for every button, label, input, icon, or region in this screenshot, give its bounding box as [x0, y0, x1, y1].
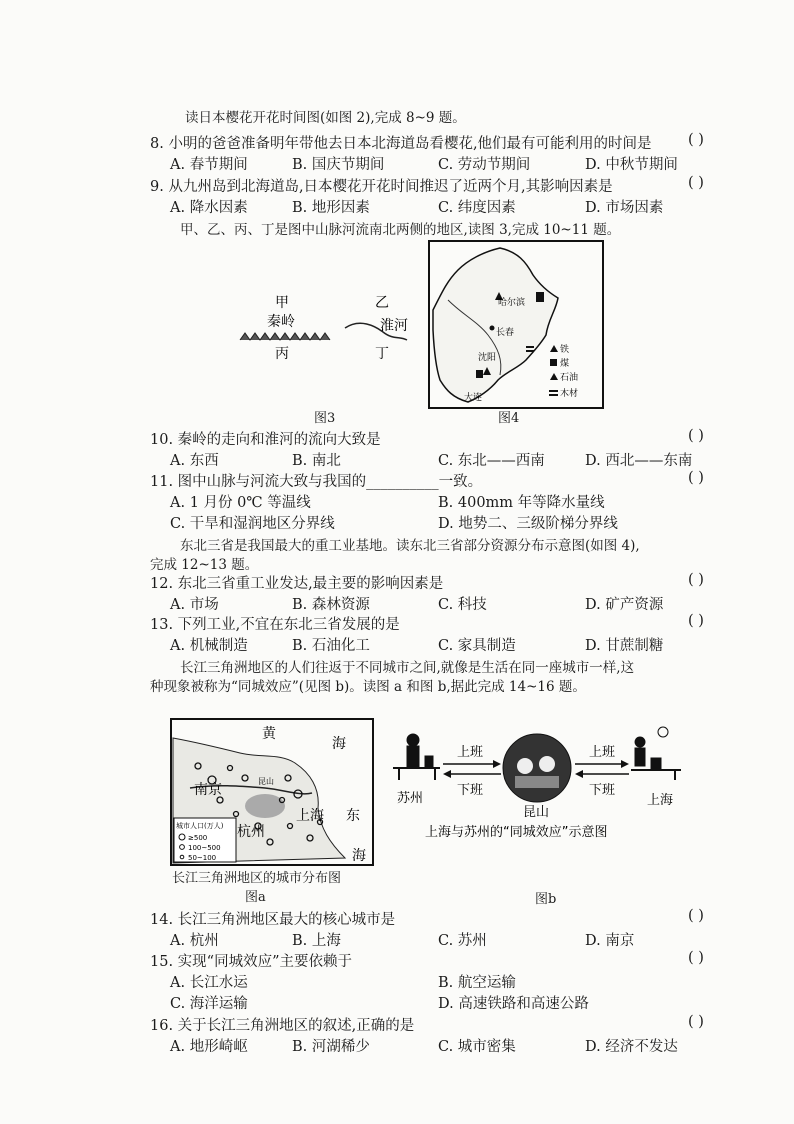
fig4-city-shenyang: 沈阳 [478, 353, 497, 363]
fig4-city-changchun-dot [490, 326, 495, 331]
question-8-stem: 8. 小明的爸爸准备明年带他去日本北海道岛看樱花,他们最有可能利用的时间是 [150, 136, 652, 152]
figure-b-diagram [385, 718, 690, 843]
q14-option-a[interactable]: A. 杭州 [170, 933, 219, 949]
clock-icon [658, 727, 668, 737]
fig4-city-haerbin: 哈尔滨 [498, 298, 526, 308]
figb-to-work-left: 上班 [457, 745, 484, 760]
question-14-answer-blank[interactable]: ( ) [688, 908, 704, 924]
question-14-stem: 14. 长江三角洲地区最大的核心城市是 [150, 912, 396, 928]
intro-14-16-line-2: 种现象被称为“同城效应”(见图 b)。读图 a 和图 b,据此完成 14~16 题。 [150, 679, 586, 695]
question-12-answer-blank[interactable]: ( ) [688, 572, 704, 588]
question-10-stem: 10. 秦岭的走向和淮河的流向大致是 [150, 432, 381, 448]
q13-option-b[interactable]: B. 石油化工 [292, 638, 370, 654]
intro-14-16-line-1: 长江三角洲地区的人们往返于不同城市之间,就像是生活在同一座城市一样,这 [180, 660, 635, 676]
question-9-stem: 9. 从九州岛到北海道岛,日本樱花开花时间推迟了近两个月,其影响因素是 [150, 179, 613, 195]
figb-label-shanghai: 上海 [647, 793, 674, 808]
q10-option-c[interactable]: C. 东北——西南 [438, 453, 545, 469]
fig3-jia: 甲 [275, 295, 289, 311]
timber-icon [549, 390, 558, 392]
q11-option-d[interactable]: D. 地势二、三级阶梯分界线 [438, 516, 618, 532]
intro-12-13-line-2: 完成 12~13 题。 [150, 557, 259, 573]
figb-off-work-right: 下班 [589, 783, 616, 798]
q8-option-d[interactable]: D. 中秋节期间 [585, 157, 678, 173]
q15-option-b[interactable]: B. 航空运输 [438, 975, 516, 991]
figa-legend-2: 100~500 [188, 844, 221, 852]
fig4-northeast-outline [433, 248, 558, 402]
figb-kunshan-photo [503, 734, 571, 802]
figure-a-map [170, 718, 380, 870]
fig4-caption: 图4 [498, 411, 520, 426]
figb-off-work-left: 下班 [457, 783, 484, 798]
q13-option-c[interactable]: C. 家具制造 [438, 638, 516, 654]
figb-label-kunshan: 昆山 [523, 805, 550, 820]
intro-8-9: 读日本樱花开花时间图(如图 2),完成 8~9 题。 [185, 110, 466, 126]
question-16-answer-blank[interactable]: ( ) [688, 1014, 704, 1030]
fig3-ding: 丁 [375, 346, 389, 362]
question-10-answer-blank[interactable]: ( ) [688, 428, 704, 444]
question-9-answer-blank[interactable]: ( ) [688, 175, 704, 191]
q10-option-b[interactable]: B. 南北 [292, 453, 341, 469]
fig3-caption: 图3 [314, 411, 336, 426]
q8-option-c[interactable]: C. 劳动节期间 [438, 157, 531, 173]
fig4-legend-coal: 煤 [560, 359, 570, 369]
figa-taihu-lake [245, 794, 285, 818]
q9-option-c[interactable]: C. 纬度因素 [438, 200, 516, 216]
figa-legend-1: ≥500 [188, 834, 208, 842]
q10-option-d[interactable]: D. 西北——东南 [585, 453, 693, 469]
fig3-yi: 乙 [375, 295, 389, 311]
fig4-legend-iron: 铁 [560, 345, 570, 355]
intro-10-11: 甲、乙、丙、丁是图中山脉河流南北两侧的地区,读图 3,完成 10~11 题。 [180, 222, 621, 238]
figb-to-work-right: 上班 [589, 745, 616, 760]
q16-option-b[interactable]: B. 河湖稀少 [292, 1039, 370, 1055]
fig4-city-dalian: 大连 [464, 393, 483, 403]
q11-option-b[interactable]: B. 400mm 年等降水量线 [438, 495, 605, 511]
q9-option-a[interactable]: A. 降水因素 [170, 200, 248, 216]
q13-option-d[interactable]: D. 甘蔗制糖 [585, 638, 664, 654]
q14-option-c[interactable]: C. 苏州 [438, 933, 487, 949]
figa-label-hai-2: 海 [352, 848, 366, 864]
q12-option-b[interactable]: B. 森林资源 [292, 597, 370, 613]
fig4-legend-oil: 石油 [560, 373, 579, 383]
shanghai-worker-icon [631, 727, 681, 780]
q16-option-d[interactable]: D. 经济不发达 [585, 1039, 678, 1055]
q15-option-a[interactable]: A. 长江水运 [170, 975, 248, 991]
question-8-answer-blank[interactable]: ( ) [688, 132, 704, 148]
q15-option-c[interactable]: C. 海洋运输 [170, 996, 248, 1012]
figa-label-kunshan: 昆山 [258, 777, 274, 786]
q11-option-c[interactable]: C. 干旱和湿润地区分界线 [170, 516, 335, 532]
question-11-stem: 11. 图中山脉与河流大致与我国的__________一致。 [150, 474, 483, 490]
figa-legend-title: 城市人口(万人) [176, 822, 224, 830]
figa-label-huang: 黄 [262, 726, 276, 742]
suzhou-worker-icon [393, 734, 440, 780]
figb-title: 上海与苏州的“同城效应”示意图 [425, 825, 608, 840]
figb-label-suzhou: 苏州 [397, 791, 424, 806]
q14-option-d[interactable]: D. 南京 [585, 933, 635, 949]
figa-label-dong: 东 [346, 808, 360, 824]
q12-option-d[interactable]: D. 矿产资源 [585, 597, 664, 613]
q13-option-a[interactable]: A. 机械制造 [170, 638, 248, 654]
q14-option-b[interactable]: B. 上海 [292, 933, 341, 949]
question-15-answer-blank[interactable]: ( ) [688, 950, 704, 966]
fig4-timber-marker [526, 346, 534, 348]
intro-12-13-line-1: 东北三省是我国最大的重工业基地。读东北三省部分资源分布示意图(如图 4), [180, 538, 640, 554]
question-13-answer-blank[interactable]: ( ) [688, 613, 704, 629]
q16-option-c[interactable]: C. 城市密集 [438, 1039, 516, 1055]
figa-label-hangzhou: 杭州 [237, 824, 265, 840]
q16-option-a[interactable]: A. 地形崎岖 [170, 1039, 248, 1055]
q11-option-a[interactable]: A. 1 月份 0℃ 等温线 [170, 495, 311, 511]
q9-option-d[interactable]: D. 市场因素 [585, 200, 664, 216]
question-15-stem: 15. 实现“同城效应”主要依赖于 [150, 954, 352, 970]
figure-3 [235, 290, 435, 365]
fig3-qinling: 秦岭 [267, 314, 295, 330]
q10-option-a[interactable]: A. 东西 [170, 453, 219, 469]
question-11-answer-blank[interactable]: ( ) [688, 470, 704, 486]
oil-icon [550, 373, 558, 380]
fig4-legend-timber: 木材 [560, 389, 579, 399]
iron-icon [550, 345, 558, 352]
fig3-mountain-symbol [240, 333, 330, 340]
q15-option-d[interactable]: D. 高速铁路和高速公路 [438, 996, 589, 1012]
question-12-stem: 12. 东北三省重工业发达,最主要的影响因素是 [150, 576, 444, 592]
q8-option-a[interactable]: A. 春节期间 [170, 157, 248, 173]
coal-icon [550, 359, 557, 366]
figa-label-shanghai: 上海 [296, 808, 324, 824]
q8-option-b[interactable]: B. 国庆节期间 [292, 157, 385, 173]
figa-legend-3: 50~100 [188, 854, 217, 862]
fig3-bing: 丙 [275, 346, 289, 362]
figa-title: 长江三角洲地区的城市分布图 [172, 871, 342, 886]
figa-label-hai: 海 [332, 736, 346, 752]
fig4-city-changchun: 长春 [496, 328, 515, 338]
q12-option-a[interactable]: A. 市场 [170, 597, 219, 613]
fig4-coal-marker-2 [476, 370, 483, 378]
figa-label-nanjing: 南京 [194, 782, 222, 798]
question-16-stem: 16. 关于长江三角洲地区的叙述,正确的是 [150, 1018, 415, 1034]
question-13-stem: 13. 下列工业,不宜在东北三省发展的是 [150, 617, 400, 633]
fig4-coal-marker-1 [536, 292, 544, 302]
figure-4-map [428, 240, 604, 410]
figb-caption: 图b [535, 892, 557, 907]
figa-caption: 图a [245, 890, 266, 905]
q12-option-c[interactable]: C. 科技 [438, 597, 487, 613]
q9-option-b[interactable]: B. 地形因素 [292, 200, 370, 216]
fig3-huaihe: 淮河 [380, 318, 408, 334]
